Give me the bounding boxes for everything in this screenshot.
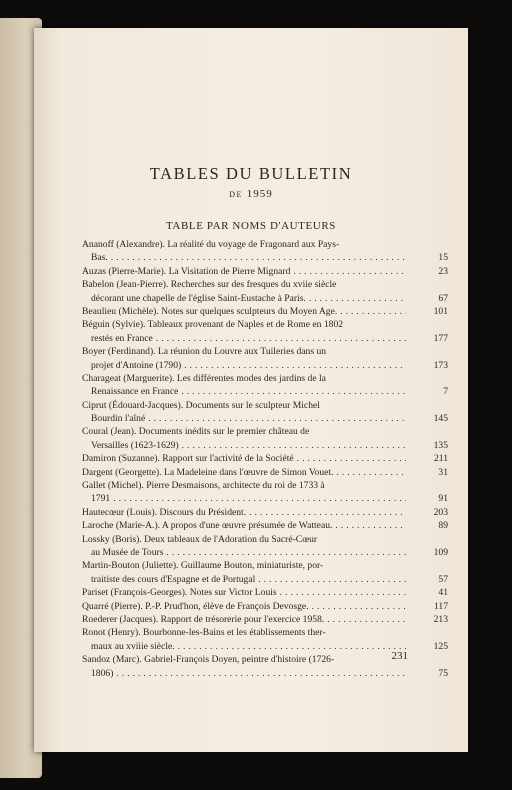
- entry-text: traitiste des cours d'Espagne et de Portugal: [91, 573, 256, 585]
- index-entry-line: [82, 318, 406, 331]
- leader-dots: [178, 640, 406, 653]
- author-index-list: [82, 238, 448, 680]
- index-entry-line: [82, 425, 406, 438]
- leader-dots: [340, 305, 406, 318]
- leader-dots: [327, 613, 406, 626]
- entry-page-number: 89: [438, 520, 448, 532]
- leader-dots: [293, 265, 406, 278]
- index-entry-line: [82, 640, 448, 653]
- entry-text: Renaissance en France: [91, 386, 179, 398]
- index-entry-line: [82, 466, 448, 479]
- index-entry-line: [82, 626, 406, 639]
- leader-dots: [336, 466, 406, 479]
- entry-page-number: 15: [438, 252, 448, 264]
- index-entry-line: [82, 399, 406, 412]
- index-entry-line: [82, 412, 448, 425]
- index-entry-line: [82, 519, 448, 532]
- index-entry-line: [82, 613, 448, 626]
- leader-dots: [166, 546, 406, 559]
- entry-text: Hautecœur (Louis). Discours du Président.: [82, 506, 247, 518]
- section-heading: TABLE PAR NOMS D'AUTEURS: [165, 220, 337, 232]
- index-entry: [82, 506, 448, 519]
- index-entry-line: [82, 332, 448, 345]
- index-entry: [82, 425, 448, 452]
- entry-page-number: 135: [433, 439, 448, 451]
- entry-text: Gallet (Michel). Pierre Desmaisons, architecte du roi de 1733 à: [82, 480, 325, 492]
- entry-page-number: 203: [433, 506, 448, 518]
- entry-text: Coural (Jean). Documents inédits sur le premier château de: [82, 426, 310, 438]
- index-entry-line: [82, 292, 448, 305]
- entry-text: Boyer (Ferdinand). La réunion du Louvre aux Tuileries dans un: [82, 346, 327, 358]
- index-entry: [82, 452, 448, 465]
- entry-text: restés en France: [91, 332, 153, 344]
- index-entry-line: [82, 251, 448, 264]
- index-entry: [82, 613, 448, 626]
- leader-dots: [335, 519, 406, 532]
- index-entry-line: [82, 546, 448, 559]
- index-entry-line: [82, 278, 406, 291]
- index-entry-line: [82, 506, 448, 519]
- index-entry: [82, 479, 448, 506]
- entry-page-number: 57: [438, 573, 448, 585]
- entry-text: Versailles (1623-1629): [91, 439, 179, 451]
- index-entry-line: [82, 265, 448, 278]
- entry-page-number: 177: [433, 332, 448, 344]
- entry-page-number: 211: [433, 453, 448, 465]
- leader-dots: [181, 385, 406, 398]
- entry-text: Pariset (François-Georges). Notes sur Victor Louis: [82, 587, 277, 599]
- leader-dots: [116, 667, 406, 680]
- entry-text: Quarré (Pierre). P.-P. Prud'hon, élève de François Devosge.: [82, 600, 309, 612]
- entry-text: Sandoz (Marc). Gabriel-François Doyen, peintre d'histoire (1726-: [82, 654, 335, 666]
- index-entry: [82, 372, 448, 399]
- index-entry-line: [82, 385, 448, 398]
- entry-text: 1791: [91, 493, 111, 505]
- entry-text: Beaulieu (Michèle). Notes sur quelques sculpteurs du Moyen Age.: [82, 305, 338, 317]
- index-entry-line: [82, 238, 406, 251]
- index-entry-line: [82, 667, 448, 680]
- page-number: 231: [391, 650, 408, 662]
- index-entry-line: [82, 439, 448, 452]
- entry-page-number: 145: [433, 413, 448, 425]
- entry-page-number: 173: [433, 359, 448, 371]
- entry-text: maux au xviiie siècle.: [91, 640, 175, 652]
- entry-text: Charageat (Marguerite). Les différentes modes des jardins de la: [82, 372, 326, 384]
- index-entry-line: [82, 372, 406, 385]
- entry-text: Babelon (Jean-Pierre). Recherches sur des fresques du xviie siècle: [82, 279, 337, 291]
- entry-text: Ciprut (Édouard-Jacques). Documents sur le sculpteur Michel: [82, 399, 320, 411]
- index-entry-line: [82, 600, 448, 613]
- leader-dots: [182, 439, 406, 452]
- entry-text: Bourdin l'aîné: [91, 413, 146, 425]
- index-entry: [82, 519, 448, 532]
- entry-text: Lossky (Boris). Deux tableaux de l'Adoration du Sacré-Cœur: [82, 533, 318, 545]
- leader-dots: [113, 492, 406, 505]
- index-entry-line: [82, 559, 406, 572]
- index-entry-line: [82, 533, 406, 546]
- entry-page-number: 213: [433, 613, 448, 625]
- index-entry: [82, 466, 448, 479]
- entry-page-number: 117: [433, 600, 448, 612]
- index-entry: [82, 305, 448, 318]
- index-entry: [82, 600, 448, 613]
- index-entry-line: [82, 573, 448, 586]
- entry-page-number: 91: [438, 493, 448, 505]
- leader-dots: [297, 452, 406, 465]
- index-entry: [82, 626, 448, 653]
- year-value: 1959: [246, 188, 273, 200]
- index-entry: [82, 278, 448, 305]
- index-entry-line: [82, 305, 448, 318]
- entry-text: 1806): [91, 667, 114, 679]
- index-entry: [82, 265, 448, 278]
- index-entry-line: [82, 479, 406, 492]
- index-entry: [82, 533, 448, 560]
- leader-dots: [249, 506, 406, 519]
- entry-text: au Musée de Tours: [91, 546, 164, 558]
- page-title: TABLES DU BULLETIN: [149, 164, 353, 183]
- entry-text: Auzas (Pierre-Marie). La Visitation de Pierre Mignard: [82, 265, 291, 277]
- entry-page-number: 23: [438, 265, 448, 277]
- leader-dots: [280, 586, 406, 599]
- entry-text: décorant une chapelle de l'église Saint-Eustache à Paris.: [91, 292, 306, 304]
- year-line: [34, 188, 468, 200]
- index-entry: [82, 345, 448, 372]
- entry-text: Martin-Bouton (Juliette). Guillaume Bouton, miniaturiste, por-: [82, 560, 324, 572]
- index-entry: [82, 559, 448, 586]
- index-entry-line: [82, 586, 448, 599]
- index-entry: [82, 399, 448, 426]
- book-page: [34, 28, 468, 752]
- leader-dots: [111, 251, 406, 264]
- entry-page-number: 75: [438, 667, 448, 679]
- entry-text: Ronot (Henry). Bourbonne-les-Bains et les établissements ther-: [82, 627, 326, 639]
- index-entry: [82, 318, 448, 345]
- leader-dots: [156, 332, 406, 345]
- entry-page-number: 41: [438, 587, 448, 599]
- entry-page-number: 125: [433, 640, 448, 652]
- index-entry-line: [82, 345, 406, 358]
- entry-text: Ananoff (Alexandre). La réalité du voyage de Fragonard aux Pays-: [82, 239, 340, 250]
- leader-dots: [258, 573, 406, 586]
- entry-text: Roederer (Jacques). Rapport de trésorerie pour l'exercice 1958.: [82, 613, 325, 625]
- entry-page-number: 7: [443, 386, 448, 398]
- entry-text: Béguin (Sylvie). Tableaux provenant de Naples et de Rome en 1802: [82, 319, 344, 331]
- index-entry: [82, 653, 448, 680]
- entry-text: Damiron (Suzanne). Rapport sur l'activité de la Société: [82, 453, 294, 465]
- year-prefix: DE: [229, 190, 243, 199]
- index-entry-line: [82, 492, 448, 505]
- entry-text: Bas.: [91, 252, 108, 264]
- entry-page-number: 67: [438, 292, 448, 304]
- leader-dots: [148, 412, 406, 425]
- index-entry: [82, 238, 448, 265]
- leader-dots: [184, 359, 406, 372]
- index-entry-line: [82, 359, 448, 372]
- leader-dots: [309, 292, 406, 305]
- entry-page-number: 109: [433, 546, 448, 558]
- entry-text: Dargent (Georgette). La Madeleine dans l'œuvre de Simon Vouet.: [82, 466, 334, 478]
- entry-text: projet d'Antoine (1790): [91, 359, 182, 371]
- index-entry-line: [82, 653, 406, 666]
- index-entry: [82, 586, 448, 599]
- entry-page-number: 101: [433, 305, 448, 317]
- leader-dots: [312, 600, 406, 613]
- entry-page-number: 31: [438, 466, 448, 478]
- entry-text: Laroche (Marie-A.). A propos d'une œuvre présumée de Watteau.: [82, 520, 333, 532]
- index-entry-line: [82, 452, 448, 465]
